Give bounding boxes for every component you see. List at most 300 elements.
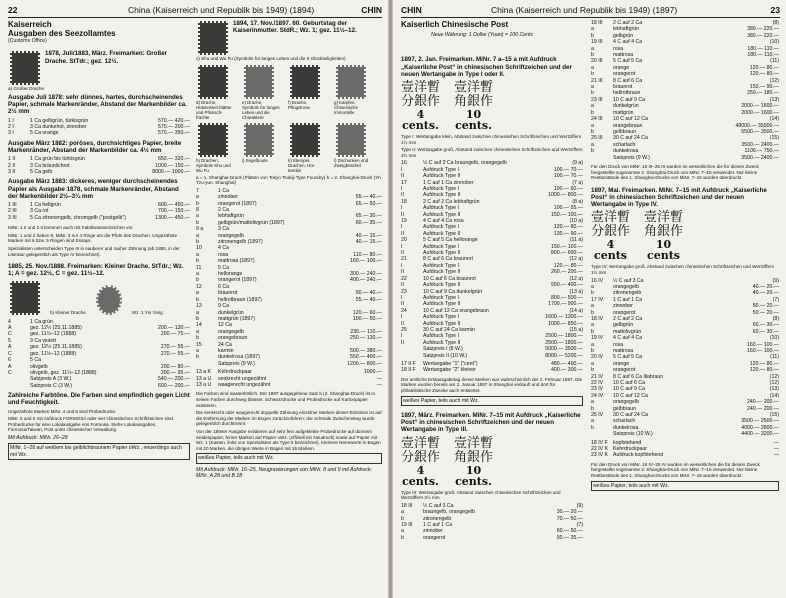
catalog-row	[8, 169, 190, 175]
catalog-price: (9)	[576, 502, 583, 509]
catalog-row	[591, 155, 779, 161]
stamp-caption: f) Drache, Pfingstrose	[288, 99, 310, 110]
catalog-description: olivgelb	[30, 363, 48, 370]
catalog-number: 1 I	[8, 117, 14, 124]
catalog-description: dunkelgrün	[613, 103, 639, 110]
catalog-row	[401, 367, 583, 373]
catalog-description: mattrosa	[613, 52, 634, 59]
catalog-number: a	[591, 122, 594, 129]
catalog-price: 4400.— 3200.—	[741, 431, 779, 438]
catalog-price: 400.— 300.—	[550, 367, 583, 374]
catalog-description: rosa	[613, 341, 624, 348]
catalog-number: b	[591, 424, 594, 431]
catalog-description: 1 C auf 1 Ca	[613, 296, 643, 303]
catalog-number: a	[591, 103, 594, 110]
catalog-description: lebhaftgrün	[613, 26, 639, 33]
catalog-number: 2 I	[8, 124, 14, 131]
catalog-price: 4000.— 2800.—	[741, 424, 779, 431]
catalog-number: I	[401, 243, 403, 250]
catalog-price: 180.— 110.—	[747, 45, 779, 52]
catalog-description: Aufdruck Type II	[423, 320, 461, 327]
right-section-title: Kaiserlich Chinesische Post	[401, 20, 509, 29]
catalog-number: 12	[196, 283, 202, 290]
catalog-description: gelbbraun	[613, 128, 637, 135]
section-sub: Ausgaben des Seezollamtes	[8, 29, 116, 38]
catalog-number: 7	[196, 187, 199, 194]
catalog-description: dunkelrosa	[613, 424, 639, 431]
catalog-description: Aufdruck Type II	[423, 250, 461, 257]
catalog-description: 10 C auf 12 Ca	[613, 392, 648, 399]
catalog-price: 120.— 80.—	[749, 360, 779, 367]
cents-right-label-t3: cents.	[455, 474, 492, 488]
catalog-number: a	[401, 528, 404, 535]
catalog-price: 100.— 70.—	[553, 173, 583, 180]
catalog-description: Wertangabe "2" kleiner	[423, 367, 476, 374]
catalog-price: 200.— 75.—	[160, 331, 190, 338]
catalog-price: —	[376, 375, 382, 382]
catalog-number: a	[591, 64, 594, 71]
cents-t4-right-label: cents	[647, 249, 680, 263]
catalog-number: a	[196, 251, 199, 258]
catalog-number: I	[401, 186, 403, 193]
right-header-title: China (Kaiserreich und Republik bis 1949) (1897)	[491, 5, 678, 15]
catalog-number: 8	[196, 207, 199, 213]
catalog-description: 6 Ca	[218, 283, 229, 290]
catalog-number: a	[196, 309, 199, 316]
catalog-description: 5 Ca	[218, 264, 229, 271]
catalog-number: C	[8, 331, 12, 338]
col2-rows	[196, 188, 382, 367]
catalog-description: Wertangabe "1" ("cent")	[423, 360, 478, 367]
catalog-price: 40.— 15.—	[355, 232, 382, 239]
catalog-description: Satzpreis C (3 W.)	[30, 382, 73, 389]
catalog-description: 4 C auf 4 Ca	[613, 39, 643, 46]
catalog-price: 570.— 420.—	[157, 117, 190, 124]
catalog-description: zinnober	[423, 528, 443, 535]
issue2-mit-aufdruck: Mit Aufdruck: MiNr. 26–28	[8, 434, 68, 441]
catalog-number: b	[401, 534, 404, 541]
catalog-number: C	[8, 369, 12, 376]
issue2-note-2: Ungezähnte Marken MiNr. 4 und 6 sind Probedrucke.	[8, 408, 117, 414]
catalog-description: 5 C auf 5 Ca	[613, 58, 643, 65]
catalog-price: 160.— 100.—	[349, 258, 382, 265]
catalog-price: 550.— 400.—	[349, 354, 382, 361]
catalog-number: 22 IV	[591, 380, 604, 387]
catalog-number: 11	[196, 264, 202, 271]
r-issue3-title: 1897, Mai. Freimarken. MiNr. 7–15 mit Aufdruck „Kaiserliche Post“ in chinesischen Schriftzeichen und der neuen Wertangabe in Type IV.	[591, 186, 767, 209]
issue1-rows-a	[8, 118, 190, 137]
catalog-description: 9 Ca	[218, 303, 229, 310]
stamp-image	[244, 65, 274, 99]
catalog-number: a	[591, 341, 594, 348]
stamp-caption: e) Drache, Symbole für langes Leben und die Charaktere	[242, 99, 280, 120]
catalog-row	[8, 215, 190, 221]
catalog-description: hellrotbraun (1897)	[218, 296, 262, 303]
catalog-price: 60.— 30.—	[752, 322, 779, 329]
catalog-description: orangerot	[613, 71, 636, 78]
catalog-number: II	[401, 339, 404, 346]
catalog-number: 18	[401, 198, 407, 205]
catalog-description: 10 C auf 9 Ca	[613, 96, 646, 103]
catalog-description: 1 C auf 1 Ca zinnober	[423, 179, 474, 186]
catalog-price: 600.— 200.—	[157, 382, 190, 389]
catalog-price: 1700.— 900.—	[548, 301, 583, 308]
catalog-price: 8000.— 5200.—	[545, 352, 583, 359]
catalog-number: 19 IV	[591, 335, 604, 342]
catalog-price: 200.— 130.—	[157, 325, 190, 332]
catalog-number: A	[8, 363, 12, 370]
catalog-description: 12 Ca	[218, 322, 232, 329]
left-header-title: China (Kaiserreich und Republik bis 1949) (1894)	[128, 5, 315, 15]
catalog-price: (8)	[772, 20, 779, 26]
catalog-number: a	[196, 232, 199, 239]
catalog-number: b	[591, 367, 594, 374]
catalog-number: 24 IV	[591, 392, 604, 399]
catalog-description: Aufdruck Type I	[423, 186, 459, 193]
catalog-number	[401, 353, 423, 359]
catalog-number: 3 II	[8, 169, 16, 176]
catalog-description: Aufdruck Type I	[423, 333, 459, 340]
catalog-description: gelbgrün	[613, 322, 634, 329]
issue2-note: Zahlreiche Farbtöne. Die Farben sind empfindlich gegen Licht und Feuchtigkeit.	[8, 392, 190, 407]
catalog-number: b	[401, 515, 404, 522]
catalog-price: (12)	[769, 380, 779, 387]
catalog-description: 5 Ca orange	[30, 130, 59, 137]
left-column-1	[8, 20, 190, 460]
catalog-price: 65.— 50.—	[355, 200, 382, 207]
stamp-figure	[196, 122, 240, 173]
catalog-number: a	[591, 45, 594, 52]
catalog-description: mattolivgrün	[613, 328, 642, 335]
catalog-price: 1000.— 800.—	[548, 192, 583, 199]
catalog-description: braungelb, orangegelb	[423, 509, 475, 516]
catalog-description: Aufdruck Type I	[423, 314, 459, 321]
catalog-price: 260.— 200.—	[550, 269, 583, 276]
catalog-description: Aufdruck Type II	[423, 282, 461, 289]
catalog-description: 5 Ca zitronengelb, chromgelb ("postgelb")	[30, 214, 126, 221]
r-issue3-varieties	[591, 440, 779, 459]
catalog-description: orangerot (1897)	[218, 200, 257, 207]
catalog-description: mattgrün (1897)	[218, 315, 255, 322]
catalog-description: scharlach	[613, 141, 636, 148]
issue1-title: 1878, Juli/1883, März. Freimarken: Großer Drache. StTdr.; gez. 12½.	[45, 50, 168, 65]
catalog-description: zitronengelb (1897)	[218, 239, 263, 246]
catalog-number: II	[401, 230, 404, 237]
catalog-number: a	[196, 194, 199, 201]
surcharge-sample-type-3	[401, 437, 583, 487]
catalog-number: a	[196, 290, 199, 297]
catalog-number: 18 II F	[401, 367, 416, 374]
chinese-chars-d-t3: 角銀作	[454, 449, 494, 465]
catalog-price: 160.— 100.—	[746, 341, 779, 348]
catalog-number: 19	[401, 218, 407, 225]
stamp-figure	[288, 64, 332, 120]
catalog-price: 180.— 110.—	[747, 52, 779, 59]
catalog-number: I	[401, 294, 403, 301]
catalog-description: orange	[613, 360, 630, 367]
stamp-caption: d) Drache, Hüteleisten-blätter und Pfirsisch-früchte	[196, 99, 232, 120]
catalog-description: hellorange	[218, 271, 243, 278]
catalog-description: 8 C auf 6 Ca lilabraun	[613, 373, 664, 380]
catalog-number: b	[591, 71, 594, 78]
catalog-number: 15	[196, 341, 202, 348]
catalog-description: Satzpreis (9 W.)	[613, 154, 650, 161]
r-col2-rows	[591, 20, 779, 161]
catalog-number: 3 III	[8, 214, 17, 221]
catalog-number: II	[401, 320, 404, 327]
stamp-figure	[288, 122, 332, 173]
catalog-row	[591, 452, 779, 458]
catalog-number: a	[401, 509, 404, 516]
left-header-right: CHIN	[361, 5, 382, 15]
catalog-price: 100.— 60.—	[553, 186, 583, 193]
catalog-price: 1300.— 450.—	[155, 214, 190, 221]
stamp-figure	[196, 64, 240, 120]
issue1-note-2: MiNr. 1 und 2 haben 5, MiNr. 3 nur 4 Ringe um die Pfote des Drachen. Ungezähnte Marken mit 6 bzw. 5 Ringen sind Essays.	[8, 232, 178, 244]
catalog-price: (14 a)	[569, 307, 583, 314]
catalog-description: 4 Ca	[218, 245, 229, 252]
catalog-description: 4 C auf 4 Ca rosa	[423, 218, 464, 225]
catalog-description: gelbbraun	[613, 405, 637, 412]
catalog-price: 800.— 600.—	[550, 250, 583, 257]
catalog-number: I	[401, 224, 403, 231]
catalog-price: 2000.— 1600.—	[741, 109, 779, 116]
catalog-price: (14)	[769, 392, 779, 399]
catalog-description: 1 Ca hellgrün	[30, 202, 61, 209]
catalog-number: b	[591, 328, 594, 335]
catalog-number: b	[591, 148, 594, 155]
catalog-row	[196, 361, 382, 367]
catalog-description: Aufdruck Type I	[423, 294, 459, 301]
catalog-number: a	[591, 26, 594, 33]
catalog-price: 570.— 350.—	[157, 130, 190, 137]
catalog-price: 160.— 100.—	[746, 347, 779, 354]
catalog-number: a	[591, 399, 594, 406]
catalog-price: 40.— 20.—	[752, 290, 779, 297]
catalog-price: 3500.— 2400.—	[741, 154, 779, 161]
catalog-description: 10 C auf 9 Ca	[613, 386, 646, 393]
catalog-description: 5 C auf 5 Ca	[613, 354, 643, 361]
catalog-price: —	[773, 439, 779, 446]
catalog-number	[8, 383, 30, 389]
catalog-number: b	[196, 200, 199, 207]
catalog-price: 240.— 200.—	[746, 405, 779, 412]
catalog-number: 22 IV K	[591, 446, 609, 453]
type4-note: Type IV: Wertangabe groß, Abstand zwischen chinesischen Schriftzeichen und Wertziffern 1½ mm	[591, 264, 775, 275]
stamp-figure	[334, 122, 378, 173]
catalog-description: zinnober	[218, 194, 238, 201]
left-column-2	[196, 20, 382, 482]
catalog-price: 230.— 110.—	[350, 328, 382, 335]
catalog-price: (8)	[772, 315, 779, 322]
catalog-price: 60.— 50.—	[556, 528, 583, 535]
r-issue1-paper-box-text: weißes Papier, teils auch mit Wz.	[403, 397, 480, 404]
catalog-price: 70.— 50.—	[556, 515, 583, 522]
catalog-description: gez. 11½–12 (1888)	[30, 331, 77, 338]
catalog-number: 2 II	[8, 162, 16, 169]
catalog-number: 13 a U	[196, 375, 212, 382]
catalog-description: orangegelb	[613, 283, 639, 290]
catalog-description: 10 C auf 12 Ca	[613, 116, 648, 123]
catalog-description: zitronengelb	[423, 515, 452, 522]
catalog-number: II	[401, 282, 404, 289]
issue2-title: 1885, 25. Nov./1888. Freimarken: Kleiner Drache. StTdr.; Wz. 1; A = gez. 12½, C = gez. 11½–12.	[8, 263, 184, 278]
catalog-description: Satzpreis (9 W.)	[218, 360, 255, 367]
catalog-price: (12)	[769, 373, 779, 380]
catalog-price: 570.— 200.—	[157, 124, 190, 131]
catalog-description: 5 C auf 5 Ca hellorange	[423, 237, 478, 244]
catalog-number: 20	[401, 237, 407, 244]
catalog-price: 8000.— 1000.—	[152, 169, 190, 176]
stamp-image	[290, 65, 320, 99]
r-issue1-rows	[401, 160, 583, 359]
catalog-price: (15)	[769, 412, 779, 419]
r-issue1-note: Der amtliche Erstausgabetag dieser Marken war wahrscheinlich der 2. Februar 1897. Die Marken wurden bereits am 2. Januar 1897 in Shanghai verkauft und dort für philatelistische Zwecke auch entwertet.	[401, 376, 583, 393]
chinese-chars-b-t4: 分銀作	[591, 224, 631, 240]
stamp-caption: l) Dschunken und Zweigbüschel	[334, 157, 369, 168]
catalog-description: Kehrdruckpaar	[613, 446, 648, 453]
catalog-number: 19 III	[591, 39, 603, 46]
catalog-price: —	[773, 446, 779, 453]
catalog-price: 270.— 55.—	[160, 350, 190, 357]
issue1-rows-b	[8, 156, 190, 175]
catalog-description: zitronengelb	[613, 290, 642, 297]
catalog-number: 25	[401, 326, 407, 333]
catalog-description: rosa	[218, 251, 229, 258]
catalog-number: a	[591, 141, 594, 148]
catalog-number: a	[591, 303, 594, 310]
catalog-price: 55.— 40.—	[355, 194, 382, 201]
catalog-description: 3 Ca bräunlichrot	[30, 162, 70, 169]
cents-left-label-t3: cents.	[402, 474, 439, 488]
chinese-chars-b-t3: 分銀作	[401, 449, 441, 465]
catalog-price: 1000.— 850.—	[548, 320, 583, 327]
stamp-image	[290, 123, 320, 157]
catalog-number: 13 a K	[196, 369, 211, 376]
catalog-number: II	[401, 173, 404, 180]
stamp-image	[198, 65, 228, 99]
catalog-price: 480.— 400.—	[550, 360, 583, 367]
catalog-number: a	[591, 283, 594, 290]
catalog-price: —	[773, 452, 779, 459]
catalog-price: 55.— 40.—	[355, 296, 382, 303]
right-column-1	[401, 20, 583, 541]
catalog-number: a	[196, 213, 199, 220]
catalog-description: 2 Ca	[218, 207, 229, 213]
catalog-price: 5500.— 3500.—	[741, 128, 779, 135]
catalog-description: 8 C auf 6 Ca braunrot	[423, 256, 473, 263]
catalog-number: 5	[8, 337, 11, 344]
catalog-number: I	[401, 314, 403, 321]
r-issue1-varieties	[401, 361, 583, 374]
catalog-number: 1 III	[8, 202, 17, 209]
catalog-description: orange	[613, 64, 630, 71]
catalog-description: karmin	[218, 347, 234, 354]
catalog-description: dunkelrosa	[613, 148, 639, 155]
catalog-number: b	[196, 315, 199, 322]
catalog-description: 10 C auf 12 Ca orangebraun	[423, 307, 489, 314]
catalog-number: A	[8, 344, 12, 351]
catalog-description: Aufdruck Type I	[423, 205, 459, 212]
catalog-price: 400.— 240.—	[349, 277, 382, 284]
left-page-number: 22	[8, 5, 18, 15]
catalog-number: 23 III	[591, 96, 603, 103]
catalog-description: Aufdruck Type I	[423, 243, 459, 250]
r-issue3-note: Für den Druck von MiNr. 16 IV–25 IV wurden im wesentlichen die für diesen Zweck hergestellte sogenannte 2. Shanghai-Druck von MiNr. 7–15 verwendet. Nur kleine Restbestände des 1. Shanghai-Drucks von MiNr. 7–15 wurden überdruckt.	[591, 461, 760, 479]
catalog-price: 380.— 220.—	[746, 32, 779, 39]
catalog-description: hellrotbraun	[613, 90, 641, 97]
catalog-price: (13 a)	[569, 288, 583, 295]
issue2-caption-b: b) Kleiner Drache	[50, 310, 86, 316]
catalog-description: zinnober	[613, 303, 633, 310]
issue1-caption: a) Großer Drache	[8, 86, 44, 92]
catalog-price: (13)	[769, 96, 779, 103]
r-issue2-title: 1897, März. Freimarken. MiNr. 7–15 mit Aufdruck „Kaiserliche Post“ in chinesischen Schriftzeichen und der neuen Wertangabe in Type III.	[401, 411, 581, 434]
catalog-description: 10 C auf 6 Ca braunrot	[423, 275, 476, 282]
chinese-chars-b: 分銀作	[401, 94, 441, 110]
catalog-number: 4	[8, 318, 11, 325]
catalog-number: II	[401, 269, 404, 276]
catalog-price: 250.— 130.—	[349, 335, 382, 342]
catalog-description: orangebraun	[218, 335, 248, 342]
catalog-description: 30 C auf 24 Ca	[613, 412, 648, 419]
catalog-number: 24	[401, 307, 407, 314]
catalog-number: 21 III	[591, 77, 603, 84]
catalog-price: 3500.— 2400.—	[741, 141, 779, 148]
catalog-price: 130.— 90.—	[553, 230, 583, 237]
catalog-description: Satzpreis I (8 W.)	[423, 346, 463, 353]
catalog-number: 20 IV	[591, 354, 604, 361]
catalog-number: b	[196, 277, 199, 284]
catalog-number: A	[8, 325, 12, 332]
catalog-description: Aufdruck Type II	[423, 192, 461, 199]
stamp-image-small-dragon	[10, 281, 40, 315]
catalog-number: a	[196, 271, 199, 278]
catalog-description: Satzpreis A (3 W.)	[30, 376, 72, 383]
catalog-row	[401, 535, 583, 541]
catalog-number: b	[196, 258, 199, 265]
cents-t4-right-number: 10	[655, 238, 672, 252]
col2-paper-box	[196, 453, 382, 463]
catalog-price: 48000.— 35000.—	[735, 122, 779, 129]
catalog-description: Aufdruck Type I	[423, 224, 459, 231]
catalog-number: b	[591, 109, 594, 116]
catalog-number: 9 a	[196, 226, 204, 233]
catalog-description: kopfstehend	[613, 439, 642, 446]
catalog-number: II	[401, 211, 404, 218]
catalog-number: b	[196, 296, 199, 303]
catalog-description: 1 C auf 1 Ca	[423, 522, 453, 528]
catalog-description: 30 C auf 24 Ca karmin	[423, 326, 475, 333]
r-issue1-paper-box	[401, 396, 583, 406]
catalog-number: I	[401, 333, 403, 340]
catalog-price: (12 a)	[569, 275, 583, 282]
catalog-number: b	[591, 32, 594, 39]
catalog-price: (9)	[772, 277, 779, 284]
catalog-description: mattrosa (1897)	[218, 258, 255, 265]
stamp-image-grid	[196, 64, 382, 173]
catalog-description: gelbgrün/mattolivgrün (1897)	[218, 219, 285, 226]
catalog-price: —	[376, 381, 382, 388]
catalog-description: waagerecht ungezähnt	[218, 381, 271, 388]
chinese-chars-d-t4: 角銀作	[644, 224, 684, 240]
catalog-number: 3 I	[8, 130, 14, 137]
chinese-chars-a-t3: 壹洋暫	[401, 435, 441, 451]
catalog-price: 120.— 60.—	[352, 309, 382, 316]
catalog-number: 17 II F	[401, 360, 416, 367]
catalog-description: 3 Ca dunkelrot, zinnober	[30, 124, 87, 131]
catalog-description: ½ C auf 3 Ca braungelb, orangegelb	[423, 160, 507, 167]
